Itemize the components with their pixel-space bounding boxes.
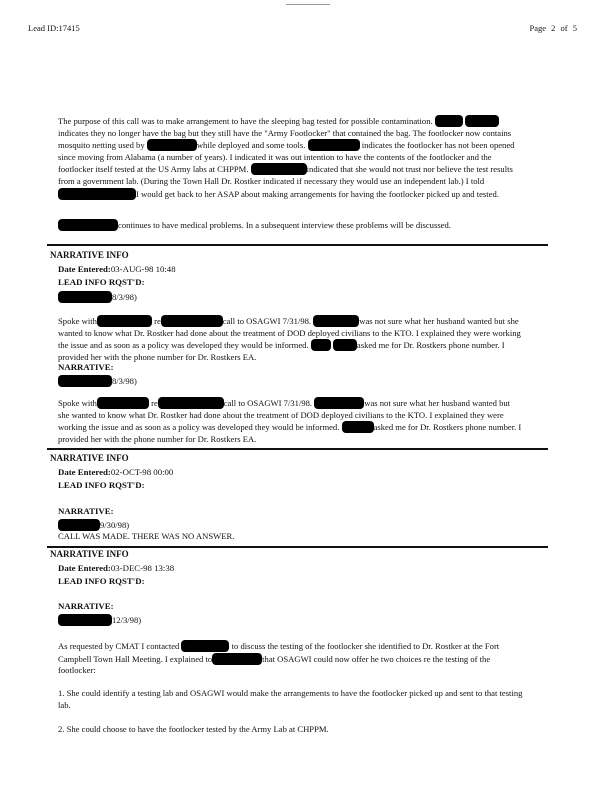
narrative-label: NARRATIVE:: [58, 506, 114, 516]
redaction: [97, 397, 149, 409]
narrative-date: 8/3/98): [58, 375, 137, 387]
redaction: [311, 339, 331, 351]
entry-heading: NARRATIVE INFO: [50, 549, 129, 559]
redaction: [308, 139, 360, 151]
redaction: [314, 397, 364, 409]
redaction: [58, 519, 100, 531]
redaction: [158, 397, 224, 409]
entry-body: CALL WAS MADE. THERE WAS NO ANSWER.: [58, 531, 235, 541]
choice-1: 1. She could identify a testing lab and OSAGWI would make the arrangements to have the footlocker picked up and sent to that testing lab.: [58, 688, 523, 710]
entry-body-2: Spoke with re call to OSAGWI 7/31/98. was not sure what her husband wanted but she wanted to know what Dr. Rostker had done about the treatment of DOD deployed civilians to the KTO. I explained they were working the issue and as soon as a policy was developed they would be informed. asked me for Dr. Rostkers phone number. I provided her with the phone number for Dr. Rostkers EA.: [58, 398, 522, 444]
redaction: [147, 139, 197, 151]
date-entered: Date Entered:02-OCT-98 00:00: [58, 467, 174, 477]
date-entered: Date Entered:03-DEC-98 13:38: [58, 563, 175, 573]
entry-heading: NARRATIVE INFO: [50, 453, 129, 463]
top-mark: [286, 4, 330, 5]
redaction: [58, 375, 112, 387]
redaction: [161, 315, 223, 327]
redaction: [313, 315, 359, 327]
redaction: [342, 421, 374, 433]
narrative-label: NARRATIVE:: [58, 601, 114, 611]
redaction: [435, 115, 463, 127]
redaction: [333, 339, 357, 351]
redaction: [251, 163, 307, 175]
redaction: [97, 315, 152, 327]
redaction: [465, 115, 499, 127]
narrative-label: NARRATIVE:: [58, 362, 114, 372]
redaction: [181, 640, 229, 652]
lead-info-rqstd: LEAD INFO RQST'D:: [58, 277, 145, 287]
intro-paragraph: The purpose of this call was to make arrangement to have the sleeping bag tested for possible contamination. indicates they no longer have the bag but they still have the "Army Footlocker" that contained the bag. The footlocker now contains mosquito netting used by while deployed and some tools. indicates the footlocker has not been opened since moving from Alabama (a number of years). I indicated it was out intention to have the contents of the footlocker and the footlocker itself tested at the US Army labs at CHPPM. indicated that she would not trust nor believe the test results from a government lab. (During the Town Hall Dr. Rostker indicated if necessary they would use an independent lab.) I told I would get back to her ASAP about making arrangements for having the footlocker picked up and tested.: [58, 116, 515, 199]
intro-paragraph-2: continues to have medical problems. In a subsequent interview these problems will be discussed.: [58, 219, 523, 232]
lead-info-rqstd: LEAD INFO RQST'D:: [58, 576, 145, 586]
divider: [47, 448, 548, 450]
divider: [47, 244, 548, 246]
narrative-date: 9/30/98): [58, 519, 129, 531]
redaction: [58, 614, 112, 626]
entry-body: As requested by CMAT I contacted to discuss the testing of the footlocker she identified to Dr. Rostker at the Fort Campbell Town Hall Meeting. I explained to that OSAGWI could now offer he two choices re the testing of the footlocker:: [58, 641, 500, 676]
date-entered: Date Entered:03-AUG-98 10:48: [58, 264, 176, 274]
choice-2: 2. She could choose to have the footlocker tested by the Army Lab at CHPPM.: [58, 724, 329, 734]
divider: [47, 546, 548, 548]
redaction: [58, 291, 112, 303]
narrative-date: 12/3/98): [58, 614, 141, 626]
page-number: Page 2 of 5: [529, 23, 577, 33]
entry-body: Spoke with re call to OSAGWI 7/31/98. was not sure what her husband wanted but she wanted to know what Dr. Rostker had done about the treatment of DOD deployed civilians to the KTO. I explained they were working the issue and as soon as a policy was developed they would be informed. asked me for Dr. Rostkers phone number. I provided her with the phone number for Dr. Rostkers EA.: [58, 316, 521, 362]
rqst-date: 8/3/98): [58, 291, 137, 303]
lead-info-rqstd: LEAD INFO RQST'D:: [58, 480, 145, 490]
redaction: [58, 219, 118, 231]
lead-id: Lead ID:17415: [28, 23, 80, 33]
redaction: [212, 653, 262, 665]
redaction: [58, 188, 136, 200]
entry-heading: NARRATIVE INFO: [50, 250, 129, 260]
